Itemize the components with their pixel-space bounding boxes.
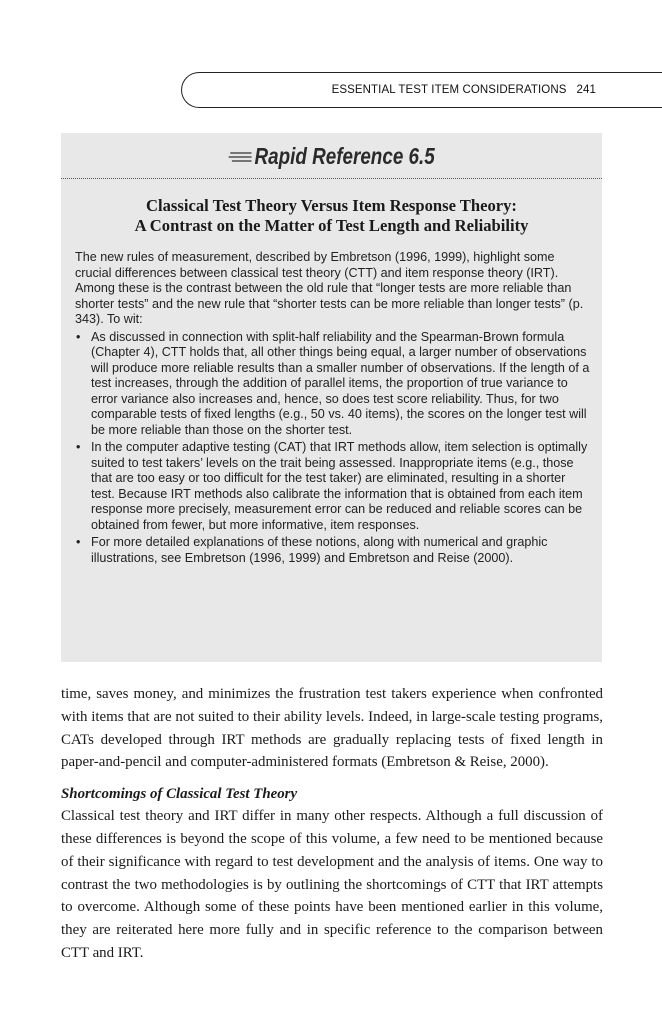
list-item [75,330,591,439]
rapid-reference-label: Rapid Reference 6.5 [254,143,435,169]
body-paragraph: Classical test theory and IRT differ in many other respects. Although a full discussion of these differences is beyond the scope of this volume, a few need to be mentioned because of their significance with regard to test development and the analysis of items. One way to contrast the two methodologies is by outlining the shortcomings of CTT that IRT attempts to overcome. Although some of these points have been mentioned earlier in this volume, they are reiterated here more fully and in specific reference to the comparison between CTT and IRT. [61,808,603,961]
heading-line-1: Classical Test Theory Versus Item Response Theory: [146,196,517,215]
heading-line-2: A Contrast on the Matter of Test Length and Reliability [134,216,529,235]
bullet-glyph: • [76,329,81,344]
bullet-text: In the computer adaptive testing (CAT) that IRT methods allow, item selection is optimally suited to test takers’ levels on the trait being assessed. Inappropriate items (e.g., those that are too easy or too difficult for the test taker) are eliminated, resulting in a shorter test. Because IRT methods also calibrate the information that is obtained from each item response more precisely, measurement error can be reduced and reliable scores can be obtained from fewer, but more informative, item responses. [91,440,588,532]
page-number: 241 [576,84,596,96]
bullet-list [75,330,591,567]
body-paragraph: time, saves money, and minimizes the frustration test takers experience when confronted with items that are not suited to their ability levels. Indeed, in large-scale testing programs, CATs developed through IRT methods are gradually replacing tests of fixed length in paper-and-pencil and computer-administered formats (Embretson & Reise, 2000). [61,686,603,771]
bullet-text: As discussed in connection with split-half reliability and the Spearman-Brown formula (Chapter 4), CTT holds that, all other things being equal, a larger number of observations will produce more reliable results than a smaller number of observations. If the length of a test increases, through the addition of parallel items, the proportion of true variance to error variance also increases and, hence, so does test score reliability. Thus, for two comparable tests of fixed lengths (e.g., 50 vs. 40 items), the scores on the longer test will be more reliable than those on the shorter test. [91,329,590,437]
bullet-text: For more detailed explanations of these notions, along with numerical and graphic illustrations, see Embretson (1996, 1999) and Embretson and Reise (2000). [91,535,548,565]
section-heading: Shortcomings of Classical Test Theory [61,786,298,803]
list-item [75,440,591,533]
list-item [75,535,591,566]
running-header [0,84,596,96]
rapid-reference-body [75,250,591,568]
main-text [61,683,603,965]
bullet-glyph: • [76,440,81,454]
running-title: ESSENTIAL TEST ITEM CONSIDERATIONS [331,84,567,96]
rapid-reference-box [61,133,602,662]
speed-lines-icon [228,144,253,171]
dotted-divider [61,178,602,179]
rapid-reference-heading [61,196,602,236]
rapid-reference-title [110,143,554,171]
intro-paragraph: The new rules of measurement, described by Embretson (1996, 1999), highlight some crucial differences between classical test theory (CTT) and item response theory (IRT). Among these is the contrast between the old rule that “longer tests are more reliable than shorter tests” and the new rule that “shorter tests can be more reliable than longer tests” (p. 343). To wit: [75,250,584,326]
bullet-glyph: • [76,535,81,549]
